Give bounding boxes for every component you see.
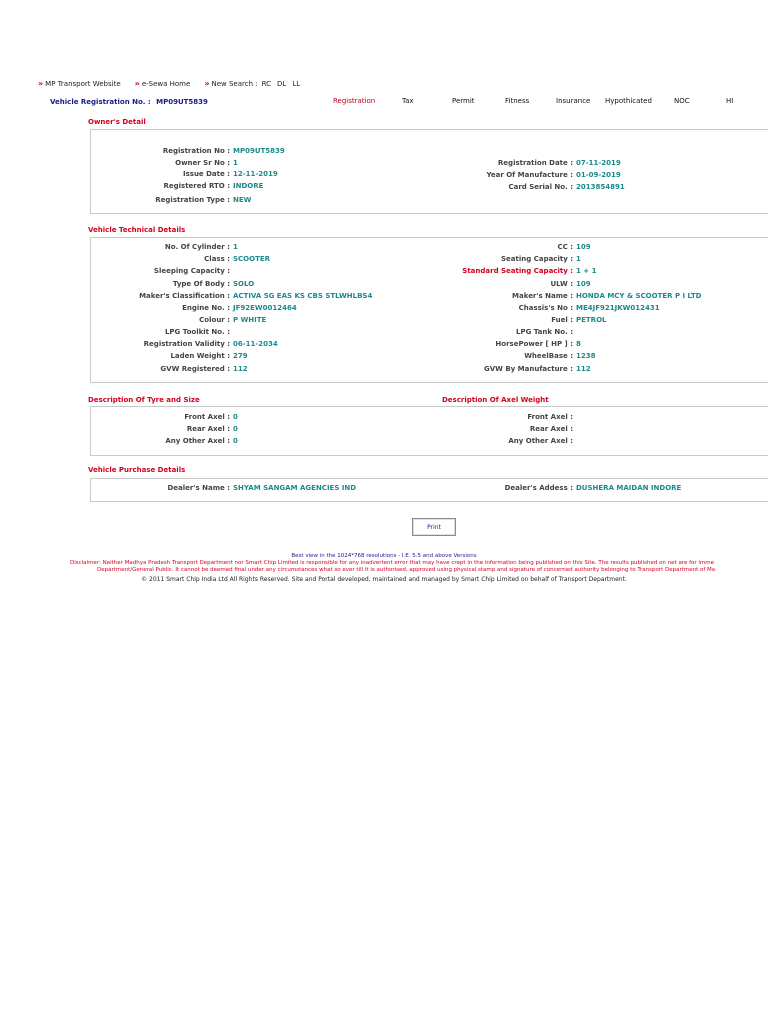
nav-esewa[interactable] xyxy=(135,79,191,88)
field-value: INDORE xyxy=(233,182,264,190)
tyre-front-axel xyxy=(233,413,238,421)
field-value: 0 xyxy=(233,413,238,421)
tyre-row xyxy=(184,413,230,421)
owner-row xyxy=(175,159,230,167)
field-label: HorsePower [ HP ] : xyxy=(495,340,573,348)
field-value: 1238 xyxy=(576,352,596,360)
tab-hi[interactable]: HI xyxy=(726,97,734,105)
field-label: WheelBase : xyxy=(524,352,573,360)
vehicle-registration-number: MP09UT5839 xyxy=(156,98,208,106)
technical-row xyxy=(139,292,230,300)
technical-value xyxy=(576,255,581,263)
technical-value xyxy=(576,316,607,324)
tab-hypothicated[interactable]: Hypothicated xyxy=(605,97,652,105)
technical-row xyxy=(165,328,230,336)
technical-value xyxy=(576,280,591,288)
purchase-row xyxy=(168,484,231,492)
owner-row xyxy=(163,147,230,155)
technical-row xyxy=(182,304,230,312)
chevron-right-icon: » xyxy=(204,79,208,88)
field-value: 2013854891 xyxy=(576,183,625,191)
field-value: MP09UT5839 xyxy=(233,147,285,155)
field-label: GVW Registered : xyxy=(160,365,230,373)
tyre-row xyxy=(165,437,230,445)
tyre-row xyxy=(187,425,230,433)
vehicle-registration-header xyxy=(50,98,208,106)
field-label: CC : xyxy=(557,243,573,251)
technical-row xyxy=(204,255,230,263)
technical-value xyxy=(576,352,595,360)
tab-insurance[interactable]: Insurance xyxy=(556,97,591,105)
field-label: Issue Date : xyxy=(183,170,230,178)
owner-year-of-manufacture xyxy=(576,171,621,179)
axel-row xyxy=(527,413,573,421)
technical-value xyxy=(576,243,591,251)
tab-tax[interactable]: Tax xyxy=(402,97,414,105)
field-value: 06-11-2034 xyxy=(233,340,278,348)
technical-value xyxy=(233,304,297,312)
field-label: Registration No : xyxy=(162,147,230,155)
owner-row xyxy=(155,196,230,204)
technical-value xyxy=(233,365,248,373)
field-value: 1 + 1 xyxy=(576,267,597,275)
field-label: Card Serial No. : xyxy=(508,183,573,191)
field-value: 0 xyxy=(233,425,238,433)
field-label: LPG Tank No. : xyxy=(515,328,573,336)
field-label: Rear Axel : xyxy=(529,425,573,433)
dealer-address-label: Dealer's Addess : xyxy=(504,484,573,492)
technical-row xyxy=(160,365,230,373)
nav-mp-transport[interactable] xyxy=(38,79,121,88)
technical-row xyxy=(550,280,573,288)
field-label: Rear Axel : xyxy=(186,425,230,433)
dealer-address xyxy=(576,484,681,492)
purchase-details-title: Vehicle Purchase Details xyxy=(88,466,186,474)
nav-dl-link[interactable]: DL xyxy=(277,79,287,88)
field-label: Seating Capacity : xyxy=(501,255,573,263)
dealer-address-value: DUSHERA MAIDAN INDORE xyxy=(576,484,682,492)
field-label: Any Other Axel : xyxy=(165,437,230,445)
dealer-name-label: Dealer's Name : xyxy=(167,484,230,492)
field-value: 1 xyxy=(233,159,238,167)
owner-row xyxy=(498,159,573,167)
field-label: Fuel : xyxy=(551,316,573,324)
technical-value xyxy=(576,365,591,373)
field-label: Registration Date : xyxy=(497,159,573,167)
field-label: Class : xyxy=(204,255,230,263)
axel-row xyxy=(530,425,573,433)
technical-row xyxy=(519,304,573,312)
technical-value xyxy=(233,316,266,324)
technical-row xyxy=(199,316,230,324)
technical-row xyxy=(165,243,230,251)
technical-value xyxy=(576,304,660,312)
owner-registration-date xyxy=(576,159,621,167)
field-label: Colour : xyxy=(199,316,230,324)
tab-permit[interactable]: Permit xyxy=(452,97,475,105)
print-button[interactable]: Print xyxy=(412,518,456,536)
field-label: Registration Type : xyxy=(155,196,230,204)
field-label: Front Axel : xyxy=(184,413,230,421)
chevron-right-icon: » xyxy=(38,79,42,88)
technical-value xyxy=(233,243,238,251)
nav-ll-link[interactable]: LL xyxy=(292,79,301,88)
technical-value xyxy=(233,340,278,348)
technical-value xyxy=(233,352,248,360)
tab-noc[interactable]: NOC xyxy=(674,97,690,105)
technical-row xyxy=(557,243,573,251)
technical-row xyxy=(154,267,230,275)
technical-row xyxy=(501,255,573,263)
technical-row xyxy=(144,340,230,348)
vehicle-registration-label: Vehicle Registration No. : xyxy=(50,98,151,106)
field-label: ULW : xyxy=(550,280,573,288)
technical-value xyxy=(233,280,254,288)
nav-esewa-label[interactable]: e-Sewa Home xyxy=(141,79,191,88)
field-label: Chassis's No : xyxy=(518,304,573,312)
field-value: PETROL xyxy=(576,316,607,324)
field-label: Engine No. : xyxy=(182,304,230,312)
owner-registration-type xyxy=(233,196,251,204)
technical-row xyxy=(484,365,573,373)
technical-value xyxy=(576,267,596,275)
field-value: ACTIVA 5G EAS KS CBS STLWHLBS4 xyxy=(233,292,373,300)
nav-rc-link[interactable]: RC xyxy=(261,79,272,88)
field-label: Any Other Axel : xyxy=(508,437,573,445)
owner-registration-no xyxy=(233,147,285,155)
field-value: 01-09-2019 xyxy=(576,171,621,179)
tab-registration[interactable]: Registration xyxy=(333,97,376,105)
dealer-name-value: SHYAM SANGAM AGENCIES IND xyxy=(233,484,357,492)
field-value: JF92EW0012464 xyxy=(233,304,297,312)
technical-row xyxy=(173,280,230,288)
axel-weight-title: Description Of Axel Weight xyxy=(442,396,549,404)
field-value: 279 xyxy=(233,352,248,360)
field-value: 112 xyxy=(233,365,248,373)
field-value: 8 xyxy=(576,340,581,348)
owner-detail-title: Owner's Detail xyxy=(88,118,146,126)
field-label: Front Axel : xyxy=(527,413,573,421)
chevron-right-icon: » xyxy=(134,79,138,88)
technical-row xyxy=(551,316,573,324)
nav-new-search xyxy=(204,79,300,88)
field-value: 1 xyxy=(576,255,581,263)
field-label: Type Of Body : xyxy=(172,280,230,288)
field-label: Registration Validity : xyxy=(143,340,230,348)
owner-issue-date xyxy=(233,170,278,178)
field-label: Laden Weight : xyxy=(170,352,230,360)
field-label: No. Of Cylinder : xyxy=(164,243,230,251)
field-value: 1 xyxy=(233,243,238,251)
field-value: 0 xyxy=(233,437,238,445)
field-label: Sleeping Capacity : xyxy=(153,267,230,275)
field-value: 109 xyxy=(576,280,591,288)
nav-new-search-label: New Search : xyxy=(211,79,258,88)
axel-row xyxy=(508,437,573,445)
tyre-size-title: Description Of Tyre and Size xyxy=(88,396,200,404)
owner-row xyxy=(508,183,573,191)
field-label: LPG Toolkit No. : xyxy=(164,328,230,336)
disclaimer-line-2: Department/General Public. It cannot be deemed final under any circumstances what so ever till it is authorised, approved using physical stamp and signature of concerned authority belonging to Transport Department of Ma xyxy=(97,567,716,573)
best-view-note: Best view in the 1024*768 resolutions - I.E. 5.5 and above Versions xyxy=(291,553,477,559)
field-value: P WHITE xyxy=(233,316,267,324)
technical-row xyxy=(170,352,230,360)
field-value: SOLO xyxy=(233,280,255,288)
field-label: Year Of Manufacture : xyxy=(486,171,573,179)
owner-row xyxy=(486,171,573,179)
field-value: 109 xyxy=(576,243,591,251)
field-value: SCOOTER xyxy=(233,255,271,263)
field-value: 07-11-2019 xyxy=(576,159,621,167)
copyright: © 2011 Smart Chip India Ltd All Rights Reserved. Site and Portal developed, maintained and managed by Smart Chip Limited on behalf of Transport Department. xyxy=(141,576,627,583)
field-label: Owner Sr No : xyxy=(175,159,230,167)
nav-mp-transport-label[interactable]: MP Transport Website xyxy=(45,79,121,88)
owner-registered-rto xyxy=(233,182,263,190)
field-value: 12-11-2019 xyxy=(233,170,278,178)
field-value: 112 xyxy=(576,365,591,373)
field-label: Maker's Name : xyxy=(512,292,573,300)
technical-row xyxy=(512,292,573,300)
technical-value xyxy=(233,292,372,300)
field-label: GVW By Manufacture : xyxy=(484,365,573,373)
technical-value xyxy=(576,340,581,348)
technical-details-title: Vehicle Technical Details xyxy=(88,226,186,234)
technical-row xyxy=(516,328,573,336)
owner-row xyxy=(183,170,230,178)
field-value: ME4JF921JKW012431 xyxy=(576,304,660,312)
field-value: HONDA MCY & SCOOTER P I LTD xyxy=(576,292,702,300)
disclaimer-line-1: Disclaimer: Neither Madhya Pradesh Transport Department nor Smart Chip Limited is responsible for any inadvertent error that may have crept in the information being published on this Site. The results published on net are for imme xyxy=(70,560,715,566)
tab-fitness[interactable]: Fitness xyxy=(505,97,530,105)
field-label: Standard Seating Capacity : xyxy=(462,267,573,275)
technical-row xyxy=(495,340,573,348)
field-label: Registered RTO : xyxy=(163,182,230,190)
technical-row xyxy=(462,267,573,275)
field-value: NEW xyxy=(233,196,252,204)
technical-value xyxy=(233,255,270,263)
technical-value xyxy=(576,292,701,300)
owner-sr-no xyxy=(233,159,238,167)
tyre-rear-axel xyxy=(233,425,238,433)
field-label: Maker's Classification : xyxy=(139,292,230,300)
dealer-name xyxy=(233,484,356,492)
owner-card-serial-no xyxy=(576,183,625,191)
top-nav xyxy=(38,79,314,88)
purchase-row xyxy=(505,484,573,492)
tyre-other-axel xyxy=(233,437,238,445)
technical-row xyxy=(524,352,573,360)
owner-row xyxy=(164,182,231,190)
